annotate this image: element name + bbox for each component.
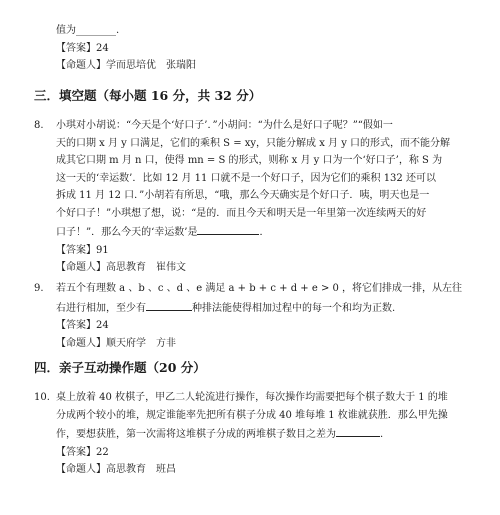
question-10-line-1: 10. 桌上放着 40 枚棋子，甲乙二人轮流进行操作，每次操作均需要把每个棋子数大于 1 的堆 <box>0 389 500 407</box>
previous-question-line: 值为________. <box>56 25 120 36</box>
question-8-line-2: 天的口期 x 月 y 口满足，它们的乘积 S = xy，只能分解成 x 月 y 口的形式，而不能分解 <box>56 137 451 149</box>
answer-blank[interactable] <box>336 424 380 437</box>
question-9-author: 【命题人】顺天府学 方非 <box>56 337 176 349</box>
previous-answer: 【答案】24 <box>56 42 109 54</box>
question-9 <box>0 280 500 352</box>
question-8-line-6: 个好口子！”小琪想了想，说：“是的．而且今天和明天是一年里第一次连续两天的好 <box>56 207 427 219</box>
question-number: 8. <box>34 120 44 131</box>
question-9-line-1: 9. 若五个有理数 a 、b 、c 、d 、e 满足 a + b + c + d + e > 0 ，将它们排成一排，从左往 <box>0 280 500 298</box>
answer-blank[interactable] <box>146 298 192 311</box>
section-title: 四．亲子互动操作题（20 分） <box>34 360 206 375</box>
question-8-line-4: 这一天的‘幸运数’．比如 12 月 11 口就不是一个好口子，因为它们的乘积 132 还可以 <box>56 172 436 184</box>
previous-author: 【命题人】学而思培优 张瑞阳 <box>56 60 196 71</box>
question-8-line-3: 成其它口期 m 月 n 口，使得 mn = S 的形式，则称 x 月 y 口为一个‘好口子’，称 S 为 <box>56 155 443 166</box>
section-4-heading <box>0 358 500 378</box>
question-8-line-7: 口子！”．那么今天的‘幸运数’是 ． <box>0 222 500 242</box>
question-8-line-1: 8. 小琪对小胡说：“今天是个‘好口子’．”小胡问：“为什么是好口子呢？”“假如一 <box>0 117 500 135</box>
question-8-answer: 【答案】91 <box>56 244 109 256</box>
section-3-heading <box>0 86 500 106</box>
question-number: 9. <box>34 283 44 294</box>
question-8 <box>0 117 500 277</box>
section-title: 三．填空题（每小题 16 分，共 32 分） <box>34 88 262 103</box>
question-9-line-2: 右进行相加，至少有 种排法能使得相加过程中的每一个和均为正数. <box>0 298 500 318</box>
question-8-line-5: 拆成 11 月 12 口．”小胡若有所思，“哦，那么今天确实是个好口子．咦，明天也是一 <box>56 190 430 201</box>
question-8-author: 【命题人】高思教育 崔伟文 <box>56 262 186 273</box>
answer-blank[interactable] <box>197 222 259 235</box>
question-10 <box>0 389 500 479</box>
question-10-answer: 【答案】22 <box>56 446 109 458</box>
question-10-line-2: 分成两个较小的堆，规定谁能率先把所有棋子分成 40 堆每堆 1 枚谁就获胜．那么甲先操 <box>56 409 448 421</box>
question-10-line-3: 作，要想获胜，第一次需将这堆棋子分成的两堆棋子数目之差为 . <box>0 424 500 444</box>
question-9-answer: 【答案】24 <box>56 320 109 331</box>
previous-question-tail <box>0 22 500 75</box>
question-10-author: 【命题人】高思教育 班昌 <box>56 464 176 475</box>
question-number: 10. <box>34 392 50 403</box>
